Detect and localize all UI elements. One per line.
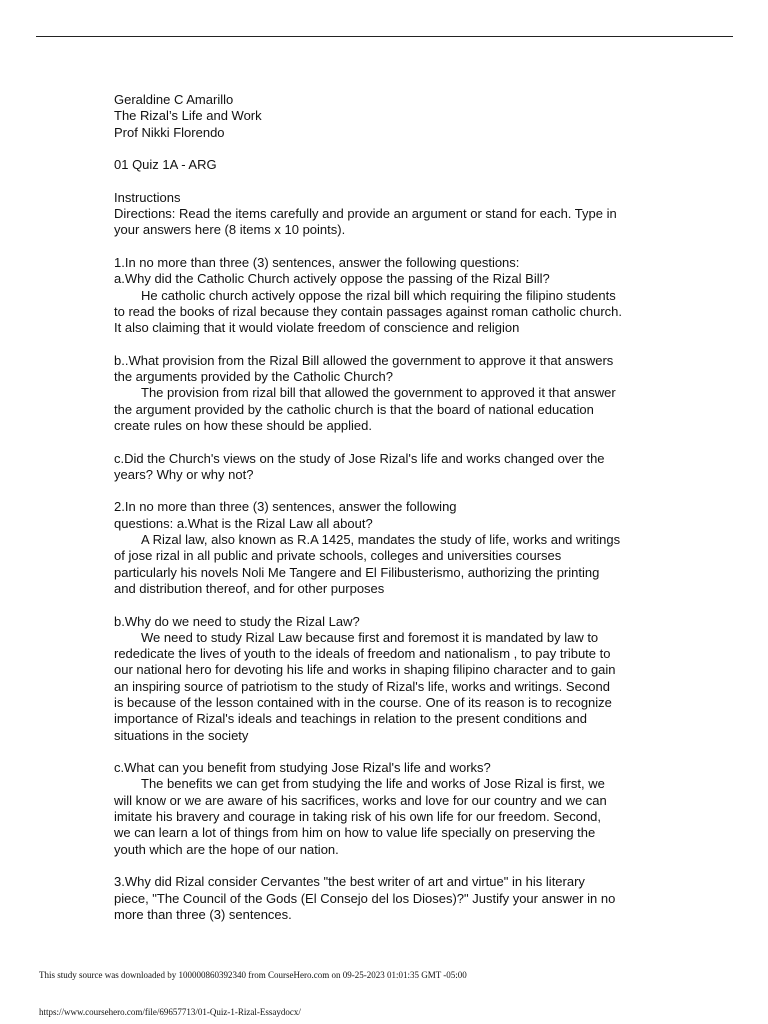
question-line: questions: a.What is the Rizal Law all about? (114, 515, 373, 531)
answer-line: situations in the society (114, 727, 249, 743)
question-line: the arguments provided by the Catholic Church? (114, 369, 393, 385)
download-notice: This study source was downloaded by 100000860392340 from CourseHero.com on 09-25-2023 01:01:35 GMT -05:00 (39, 970, 467, 980)
answer-line: He catholic church actively oppose the rizal bill which requiring the filipino students (141, 287, 616, 303)
answer-line: The benefits we can get from studying the life and works of Jose Rizal is first, we (141, 776, 605, 792)
quiz-item (114, 451, 659, 500)
answer-line: and distribution thereof, and for other purposes (114, 580, 385, 596)
question-line: b.Why do we need to study the Rizal Law? (114, 613, 360, 629)
question-line: c.What can you benefit from studying Jose Rizal's life and works? (114, 760, 491, 776)
source-url: https://www.coursehero.com/file/69657713/01-Quiz-1-Rizal-Essaydocx/ (39, 1007, 301, 1017)
answer-line: particularly his novels Noli Me Tangere and El Filibusterismo, authorizing the printing (114, 564, 600, 580)
answer-line: is because of the lesson contained with in the course. One of its reason is to recognize (114, 694, 612, 710)
quiz-item (114, 255, 659, 353)
answer-line: youth which are the hope of our nation. (114, 841, 339, 857)
instructions-line: Directions: Read the items carefully and provide an argument or stand for each. Type in (114, 206, 617, 222)
answer-line: rededicate the lives of youth to the ideals of freedom and nationalism , to pay tribute to (114, 646, 611, 662)
answer-line: our national hero for devoting his life and works in shaping filipino character and to gain (114, 662, 616, 678)
quiz-item (114, 353, 659, 451)
answer-line: to read the books of rizal because they contain passages against roman catholic church. (114, 303, 623, 319)
question-line: piece, "The Council of the Gods (El Consejo del los Dioses)?" Justify your answer in no (114, 890, 616, 906)
quiz-item (114, 614, 659, 761)
quiz-item (114, 874, 659, 923)
answer-line: an inspiring source of patriotism to the study of Rizal's life, works and writings. Second (114, 678, 610, 694)
document-body (114, 92, 659, 923)
answer-line: importance of Rizal's ideals and teachings in relation to the present conditions and (114, 711, 587, 727)
question-line: 3.Why did Rizal consider Cervantes "the best writer of art and virtue" in his literary (114, 874, 585, 890)
answer-line: It also claiming that it would violate freedom of conscience and religion (114, 320, 520, 336)
quiz-item (114, 760, 659, 874)
answer-line: of jose rizal in all public and private schools, colleges and universities courses (114, 548, 562, 564)
answer-line: A Rizal law, also known as R.A 1425, mandates the study of life, works and writings (141, 532, 621, 548)
question-line: 1.In no more than three (3) sentences, answer the following questions: (114, 254, 520, 270)
student-name: Geraldine C Amarillo (114, 92, 234, 107)
question-line: years? Why or why not? (114, 466, 254, 482)
quiz-item (114, 499, 659, 613)
answer-line: We need to study Rizal Law because first and foremost it is mandated by law to (141, 629, 599, 645)
top-divider (36, 36, 733, 37)
question-line: c.Did the Church's views on the study of Jose Rizal's life and works changed over the (114, 450, 605, 466)
answer-line: will know or we are aware of his sacrifices, works and love for our country and we can (114, 792, 607, 808)
question-line: more than three (3) sentences. (114, 906, 292, 922)
answer-line: imitate his bravery and courage in taking risk of his own life for our freedom. Second, (114, 809, 602, 825)
quiz-sections (114, 255, 659, 923)
question-line: 2.In no more than three (3) sentences, answer the following (114, 499, 457, 515)
question-line: a.Why did the Catholic Church actively oppose the passing of the Rizal Bill? (114, 271, 550, 287)
quiz-title: 01 Quiz 1A - ARG (114, 157, 217, 173)
course-title: The Rizal’s Life and Work (114, 108, 262, 124)
answer-line: we can learn a lot of things from him on how to value life specially on preserving the (114, 825, 596, 841)
question-line: b..What provision from the Rizal Bill allowed the government to approve it that answers (114, 352, 614, 368)
answer-line: the argument provided by the catholic church is that the board of national education (114, 401, 594, 417)
instructions-heading: Instructions (114, 189, 181, 205)
professor-name: Prof Nikki Florendo (114, 124, 225, 140)
answer-line: create rules on how these should be applied. (114, 417, 373, 433)
instructions-line: your answers here (8 items x 10 points). (114, 222, 346, 238)
answer-line: The provision from rizal bill that allowed the government to approved it that answer (141, 385, 616, 401)
